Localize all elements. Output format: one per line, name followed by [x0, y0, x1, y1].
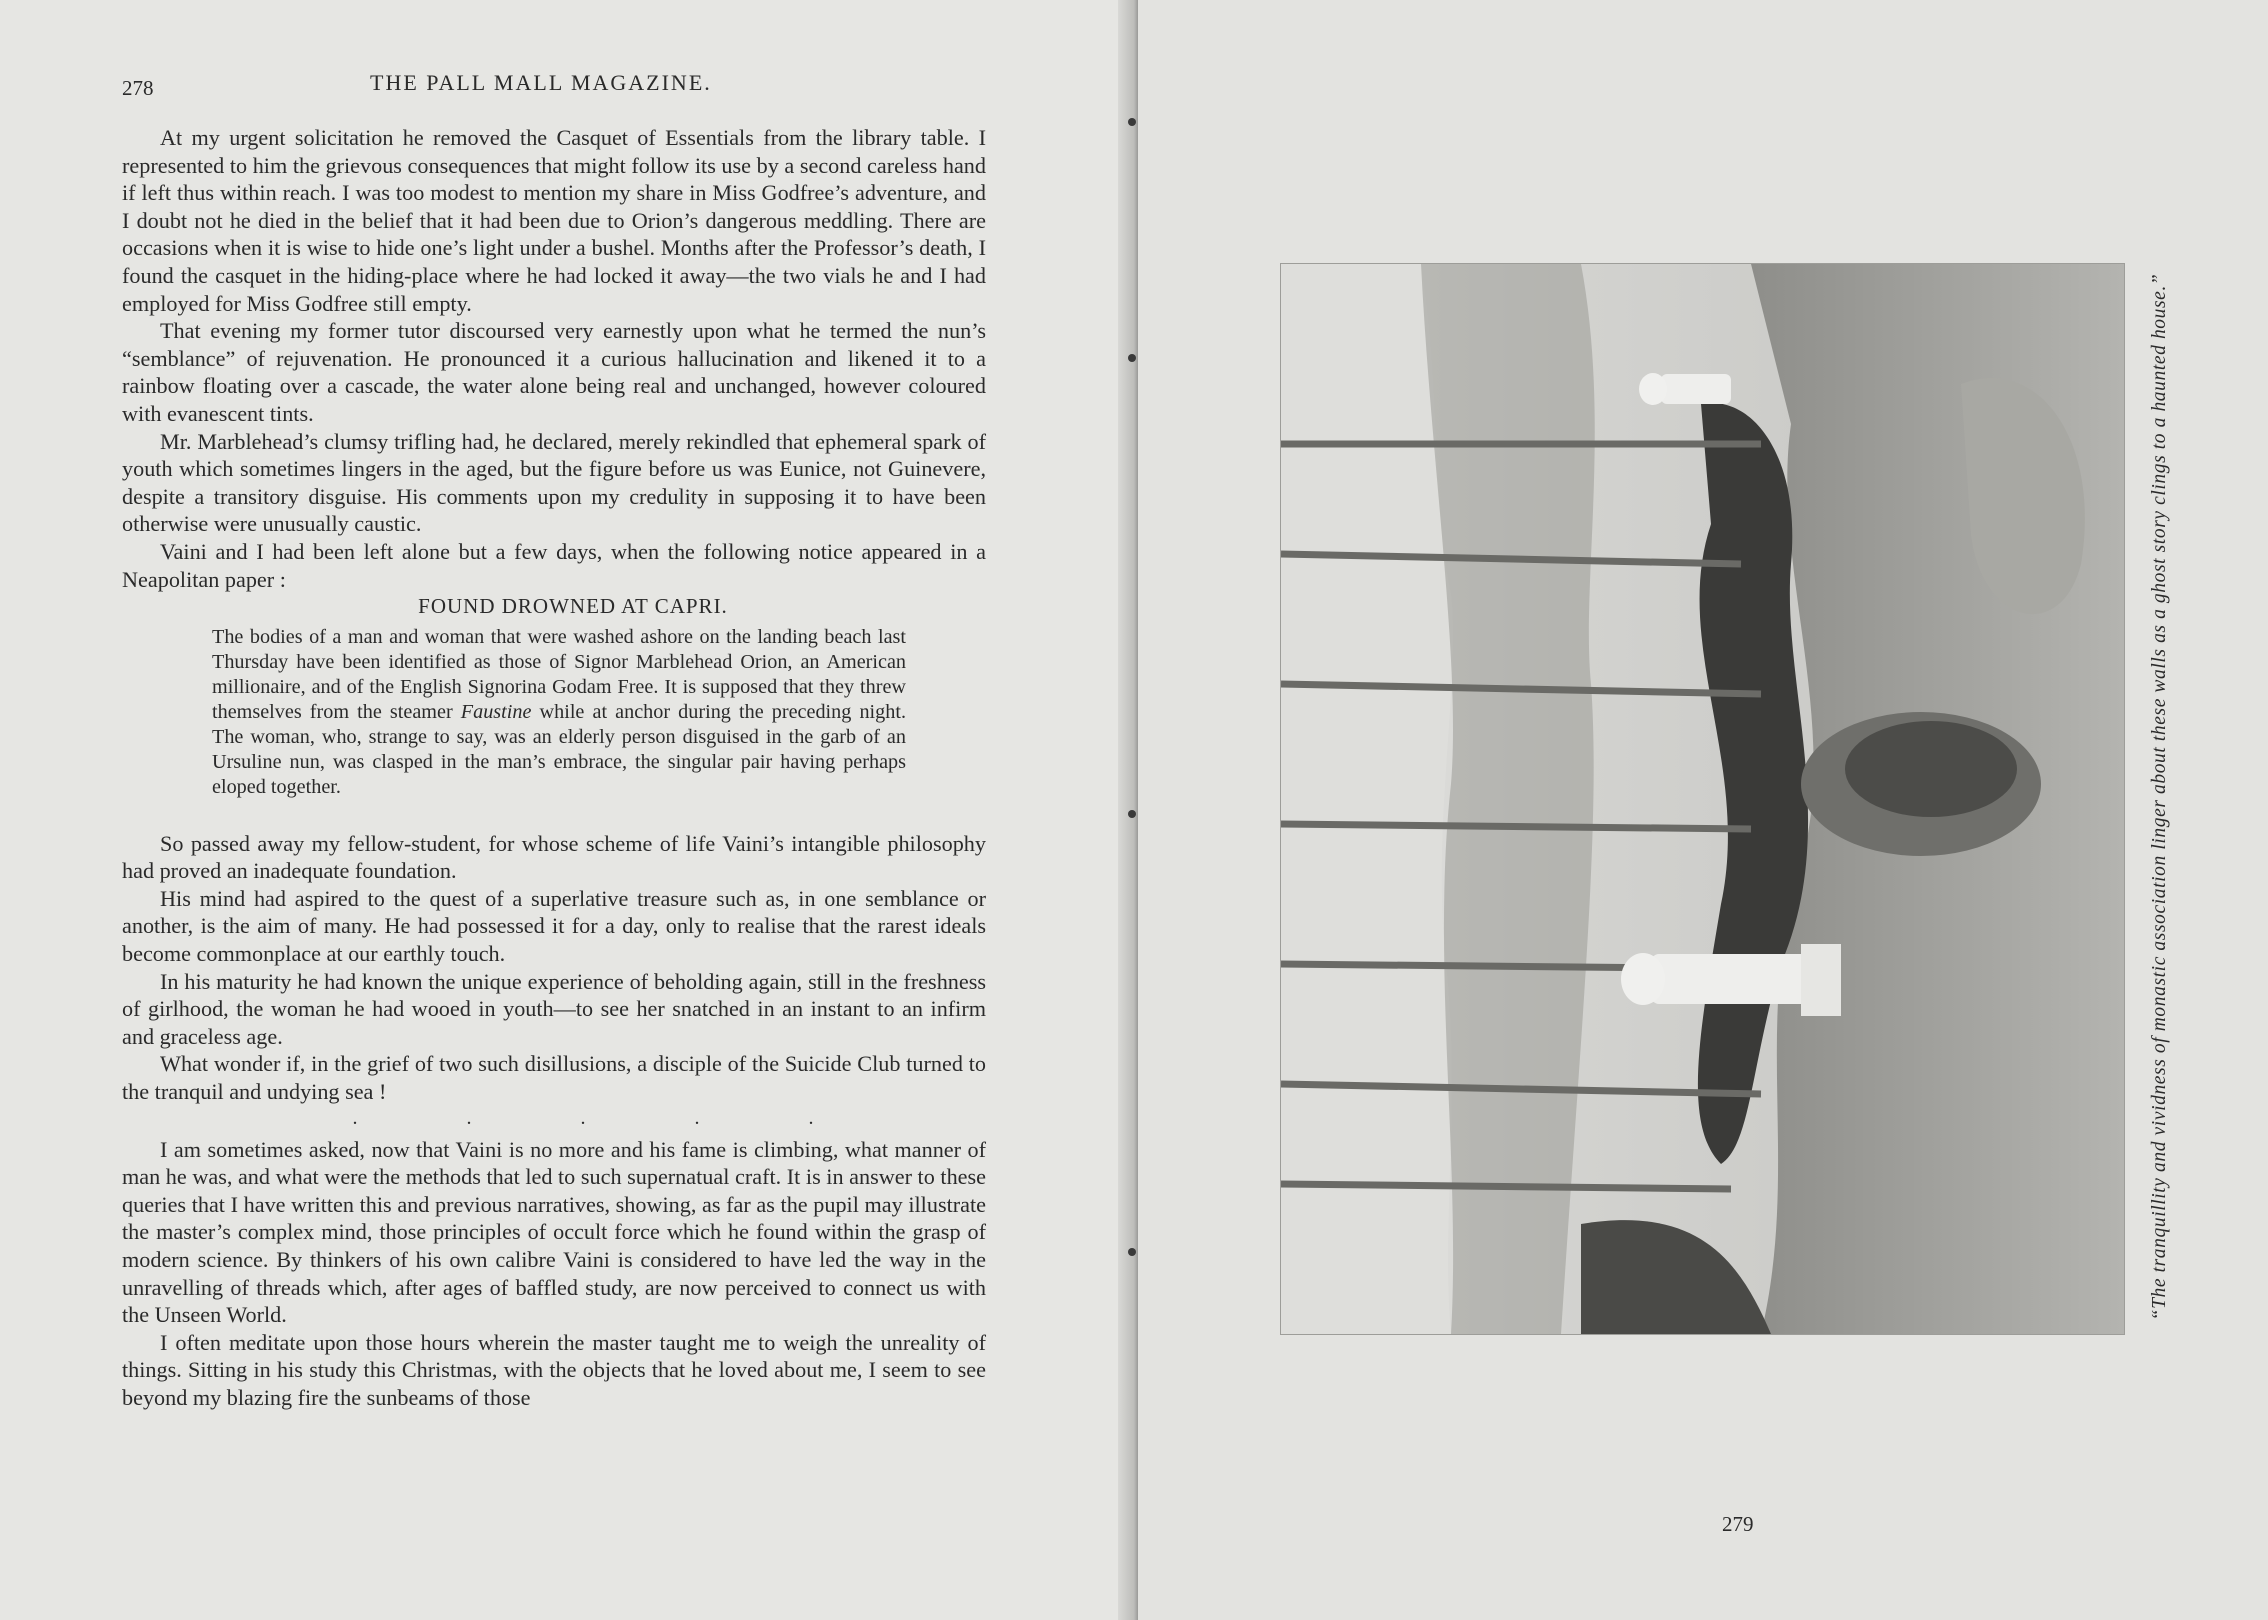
binding-stitch — [1128, 354, 1136, 362]
notice-title: FOUND DROWNED AT CAPRI. — [418, 594, 728, 619]
page-number-left: 278 — [122, 76, 154, 100]
paragraph: What wonder if, in the grief of two such disillusions, a disciple of the Suicide Club turned to the tranquil and undying sea ! — [122, 1051, 986, 1105]
notice-text: The bodies of a man and woman that were washed ashore on the landing beach last Thursday have been identified as those of Signor Marblehead Orion, an American millionaire, and of the English Signorina Godam Free. It is supposed that they threw themselves from the steamer — [212, 625, 906, 723]
running-head — [122, 70, 992, 102]
spacer — [122, 800, 986, 830]
paragraph: His mind had aspired to the quest of a superlative treasure such as, in one semblance or another, is the aim of many. He had possessed it for a day, only to realise that the rarest ideals become commonplace at our earthly touch. — [122, 885, 986, 967]
ship-name: Faustine — [460, 700, 532, 723]
notice-text: while at anchor during the preceding night. The woman, who, strange to say, was an elderly person disguised in the garb of an Ursuline nun, was clasped in the man’s embrace, the singular pair having perhaps eloped together. — [212, 700, 906, 798]
magazine-title: THE PALL MALL MAGAZINE. — [370, 70, 712, 95]
paragraph: In his maturity he had known the unique experience of beholding again, still in the freshness of girlhood, the woman he had wooed in youth—to see her snatched in an instant to an infirm and graceless age. — [122, 968, 986, 1049]
paragraph: At my urgent solicitation he removed the Casquet of Essentials from the library table. I represented to him the grievous consequences that might follow its use by a second careless hand if left thus within reach. I was too modest to mention my share in Miss Godfree’s adventure, and I doubt not he died in the belief that it had been due to Orion’s dangerous meddling. There are occasions when it is wise to hide one’s light under a bushel. Months after the Professor’s death, I found the casquet in the hiding-place where he had locked it away—the two vials he and I had employed for Miss Godfree still empty. — [122, 125, 986, 316]
paragraph: Vaini and I had been left alone but a few days, when the following notice appeared in a Neapolitan paper : — [122, 538, 986, 592]
binding-stitch — [1128, 118, 1136, 126]
section-separator: . . . . . — [352, 1106, 866, 1129]
article-body — [122, 124, 986, 1412]
newspaper-notice — [212, 625, 906, 800]
paragraph: That evening my former tutor discoursed very earnestly upon what he termed the nun’s “semblance” of rejuvenation. He pronounced it a curious hallucination and likened it to a rainbow floating over a cascade, the water alone being real and unchanged, however coloured with evanescent tints. — [122, 318, 986, 426]
left-page — [0, 0, 1132, 1620]
binding-stitch — [1128, 1248, 1136, 1256]
caption-text: “The tranquillity and vividness of monastic association linger about these walls as a ghost story clings to a haunted house.” — [2149, 273, 2170, 1321]
paragraph: Mr. Marblehead’s clumsy trifling had, he declared, merely rekindled that ephemeral spark of youth which sometimes lingers in the aged, but the figure before us was Eunice, not Guinevere, despite a transitory disguise. His comments upon my credulity in supposing it to have been otherwise were unusually caustic. — [122, 428, 986, 537]
photo-illustration — [1281, 264, 2124, 1334]
paragraph: So passed away my fellow-student, for whose scheme of life Vaini’s intangible philosophy had proved an inadequate foundation. — [122, 830, 986, 884]
page-number-right: 279 — [1722, 1512, 1754, 1536]
paragraph: I am sometimes asked, now that Vaini is no more and his fame is climbing, what manner of man he was, and what were the methods that led to such supernatual craft. It is in answer to these queries that I have written this and previous narratives, showing, as far as the pupil may illustrate the master’s complex mind, those principles of occult force which he found within the grasp of modern science. By thinkers of his own calibre Vaini is considered to have led the way in the unravelling of threads which, after ages of baffled study, are now perceived to connect us with the Unseen World. — [122, 1136, 986, 1328]
binding-stitch — [1128, 810, 1136, 818]
photo-caption — [2140, 262, 2180, 1332]
paragraph: I often meditate upon those hours wherein the master taught me to weigh the unreality of things. Sitting in his study this Christmas, with the objects that he loved about me, I seem to see beyond my blazing fire the sunbeams of those — [122, 1329, 986, 1410]
garden-photograph — [1281, 264, 2124, 1334]
